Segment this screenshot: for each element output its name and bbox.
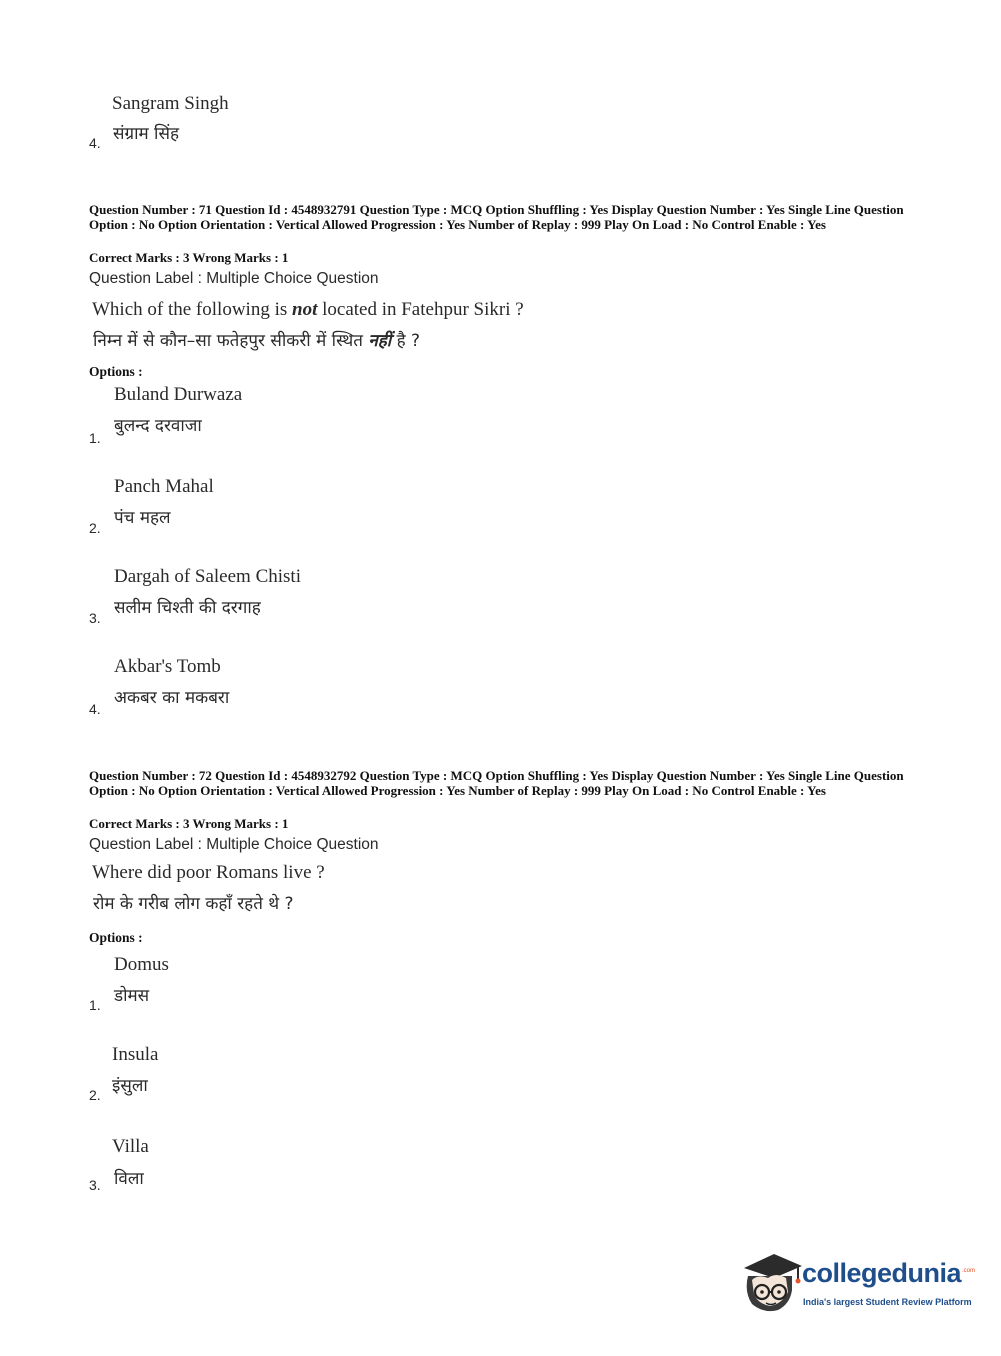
q71-label: Question Label : Multiple Choice Question [89, 270, 379, 287]
prev-option-4-en: Sangram Singh [112, 93, 229, 114]
brand-name: collegedunia [802, 1258, 962, 1288]
q72-marks: Correct Marks : 3 Wrong Marks : 1 [89, 816, 289, 831]
option-hi: विला [114, 1169, 144, 1189]
mascot-icon [738, 1246, 804, 1316]
q71-question-en: Which of the following is not located in Fatehpur Sikri ? [92, 299, 524, 320]
q71-option-1[interactable] [89, 384, 489, 446]
option-hi: पंच महल [114, 508, 171, 528]
option-number: 3. [89, 610, 101, 626]
option-en: Dargah of Saleem Chisti [114, 566, 301, 587]
option-hi: इंसुला [112, 1076, 148, 1096]
option-en: Domus [114, 954, 169, 975]
option-number: 1. [89, 997, 101, 1013]
q72-question-hi: रोम के गरीब लोग कहाँ रहते थे ? [93, 894, 294, 914]
q72-metadata: Question Number : 72 Question Id : 4548932792 Question Type : MCQ Option Shuffling : Yes Display Question Number : Yes Single Line Question Option : No Option Orientation : Vertical Allowed Progression : Yes Number of Replay : 999 Play On Load : No Control Enable : Yes [89, 768, 904, 798]
option-hi: सलीम चिश्ती की दरगाह [114, 598, 261, 618]
option-en: Panch Mahal [114, 476, 214, 497]
option-number: 4. [89, 701, 101, 717]
prev-option-4-number: 4. [89, 135, 101, 151]
option-number: 1. [89, 430, 101, 446]
collegedunia-logo[interactable] [738, 1246, 978, 1318]
brand-tagline: India's largest Student Review Platform [803, 1297, 972, 1307]
option-hi: डोमस [114, 986, 150, 1006]
q71-option-3[interactable] [89, 566, 489, 628]
option-hi: बुलन्द दरवाजा [114, 416, 202, 436]
q72-label: Question Label : Multiple Choice Question [89, 836, 379, 853]
option-en: Akbar's Tomb [114, 656, 221, 677]
option-en: Villa [112, 1136, 149, 1157]
option-number: 2. [89, 520, 101, 536]
q72-option-3[interactable] [89, 1136, 489, 1198]
q72-option-1[interactable] [89, 954, 489, 1016]
option-number: 2. [89, 1087, 101, 1103]
q71-option-4[interactable] [89, 656, 489, 718]
q71-marks: Correct Marks : 3 Wrong Marks : 1 [89, 250, 289, 265]
q71-option-2[interactable] [89, 476, 489, 538]
q71-options-heading: Options : [89, 364, 143, 379]
q72-options-heading: Options : [89, 930, 143, 945]
option-en: Insula [112, 1044, 159, 1065]
q72-question-en: Where did poor Romans live ? [92, 862, 325, 883]
option-en: Buland Durwaza [114, 384, 243, 405]
q72-option-2[interactable] [89, 1044, 489, 1106]
brand-suffix: .com [962, 1268, 976, 1274]
q71-metadata: Question Number : 71 Question Id : 4548932791 Question Type : MCQ Option Shuffling : Yes Display Question Number : Yes Single Line Question Option : No Option Orientation : Vertical Allowed Progression : Yes Number of Replay : 999 Play On Load : No Control Enable : Yes [89, 202, 904, 232]
option-hi: अकबर का मकबरा [114, 688, 230, 708]
option-number: 3. [89, 1177, 101, 1193]
prev-option-4-hi: संग्राम सिंह [113, 124, 179, 144]
q71-question-hi: निम्न में से कौन–सा फतेहपुर सीकरी में स्थित नहीं है ? [93, 331, 421, 351]
